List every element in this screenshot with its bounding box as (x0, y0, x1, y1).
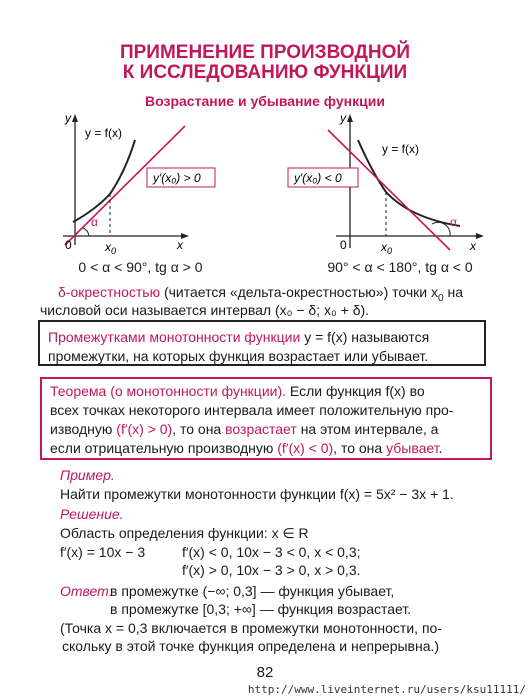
delta-term: δ-окрестностью (58, 284, 161, 300)
theorem-line1: Теорема (о монотонности функции). Если функция f(x) во (50, 383, 425, 399)
watermark-url: http://www.liveinternet.ru/users/ksu11111/ (247, 683, 526, 696)
example-label: Пример. (60, 467, 115, 483)
theorem-line3: изводную (f′(x) > 0), то она возрастает на этом интервале, а (50, 421, 439, 437)
angle-label: α (450, 215, 457, 229)
graph-decreasing (294, 110, 490, 256)
answer-line2: в промежутке [0,3; +∞] — функция возрастает. (110, 601, 412, 617)
positive-derivative-line: f′(x) > 0, 10x − 3 > 0, x > 0,3. (182, 562, 361, 578)
definition-line1: Промежутками монотонности функции y = f(x) называются (48, 329, 430, 345)
page-title-line1: ПРИМЕНЕНИЕ ПРОИЗВОДНОЙ (119, 42, 411, 63)
curve-label: y = f(x) (382, 142, 420, 156)
delta-definition-line1: δ-окрестностью (читается «дельта-окрестностью») точки $x_0$ на (58, 284, 463, 304)
example-task: Найти промежутки монотонности функции f(x) = 5x² − 3x + 1. (60, 486, 454, 502)
definition-line2: промежутки, на которых функция возрастает или убывает. (48, 348, 429, 364)
curve-label: y = f(x) (85, 126, 123, 140)
monotonicity-definition-box (38, 320, 486, 366)
theorem-line2: всех точках некоторого интервала имеет положительную про- (50, 402, 454, 418)
y-axis-label: y (340, 111, 346, 125)
theorem-box (40, 377, 492, 460)
delta-definition-line2: числовой оси называется интервал (x₀ − δ; x₀ + δ). (40, 302, 370, 318)
theorem-line4: если отрицательную производную (f′(x) < 0), то она убывает. (50, 440, 443, 456)
origin-label: 0 (340, 238, 347, 252)
domain-line: Область определения функции: x ∈ R (60, 525, 309, 541)
angle-label: α (91, 215, 98, 229)
note-line1: (Точка x = 0,3 включается в промежутки монотонности, по- (60, 620, 442, 636)
page-title-line2: К ИССЛЕДОВАНИЮ ФУНКЦИИ (122, 62, 408, 83)
x0-label: $x_0$ (381, 240, 393, 256)
answer-line1: в промежутке (−∞; 0,3] — функция убывает, (110, 583, 395, 599)
origin-label: 0 (65, 238, 72, 252)
derivative-label: y′(x₀) < 0 (294, 171, 342, 185)
x-axis-label: x (470, 239, 476, 253)
graph-increasing (55, 110, 220, 255)
x0-label: $x_0$ (105, 240, 117, 256)
derivative-label: y′(x₀) > 0 (153, 171, 201, 185)
solution-label: Решение. (60, 506, 124, 522)
note-line2: скольку в этой точке функция определена и непрерывна.) (62, 638, 440, 654)
page-subtitle: Возрастание и убывание функции (145, 93, 385, 109)
curve-increasing (73, 140, 135, 222)
graph-right-caption: 90° < α < 180°, tg α < 0 (327, 259, 473, 275)
derivative-line: f′(x) = 10x − 3 (60, 544, 146, 560)
y-axis-label: y (65, 111, 71, 125)
graph-left-caption: 0 < α < 90°, tg α > 0 (78, 259, 203, 275)
answer-label: Ответ: (60, 583, 113, 599)
negative-derivative-line: f′(x) < 0, 10x − 3 < 0, x < 0,3; (182, 544, 361, 560)
page-number: 82 (256, 664, 274, 681)
x-axis-label: x (177, 238, 183, 252)
